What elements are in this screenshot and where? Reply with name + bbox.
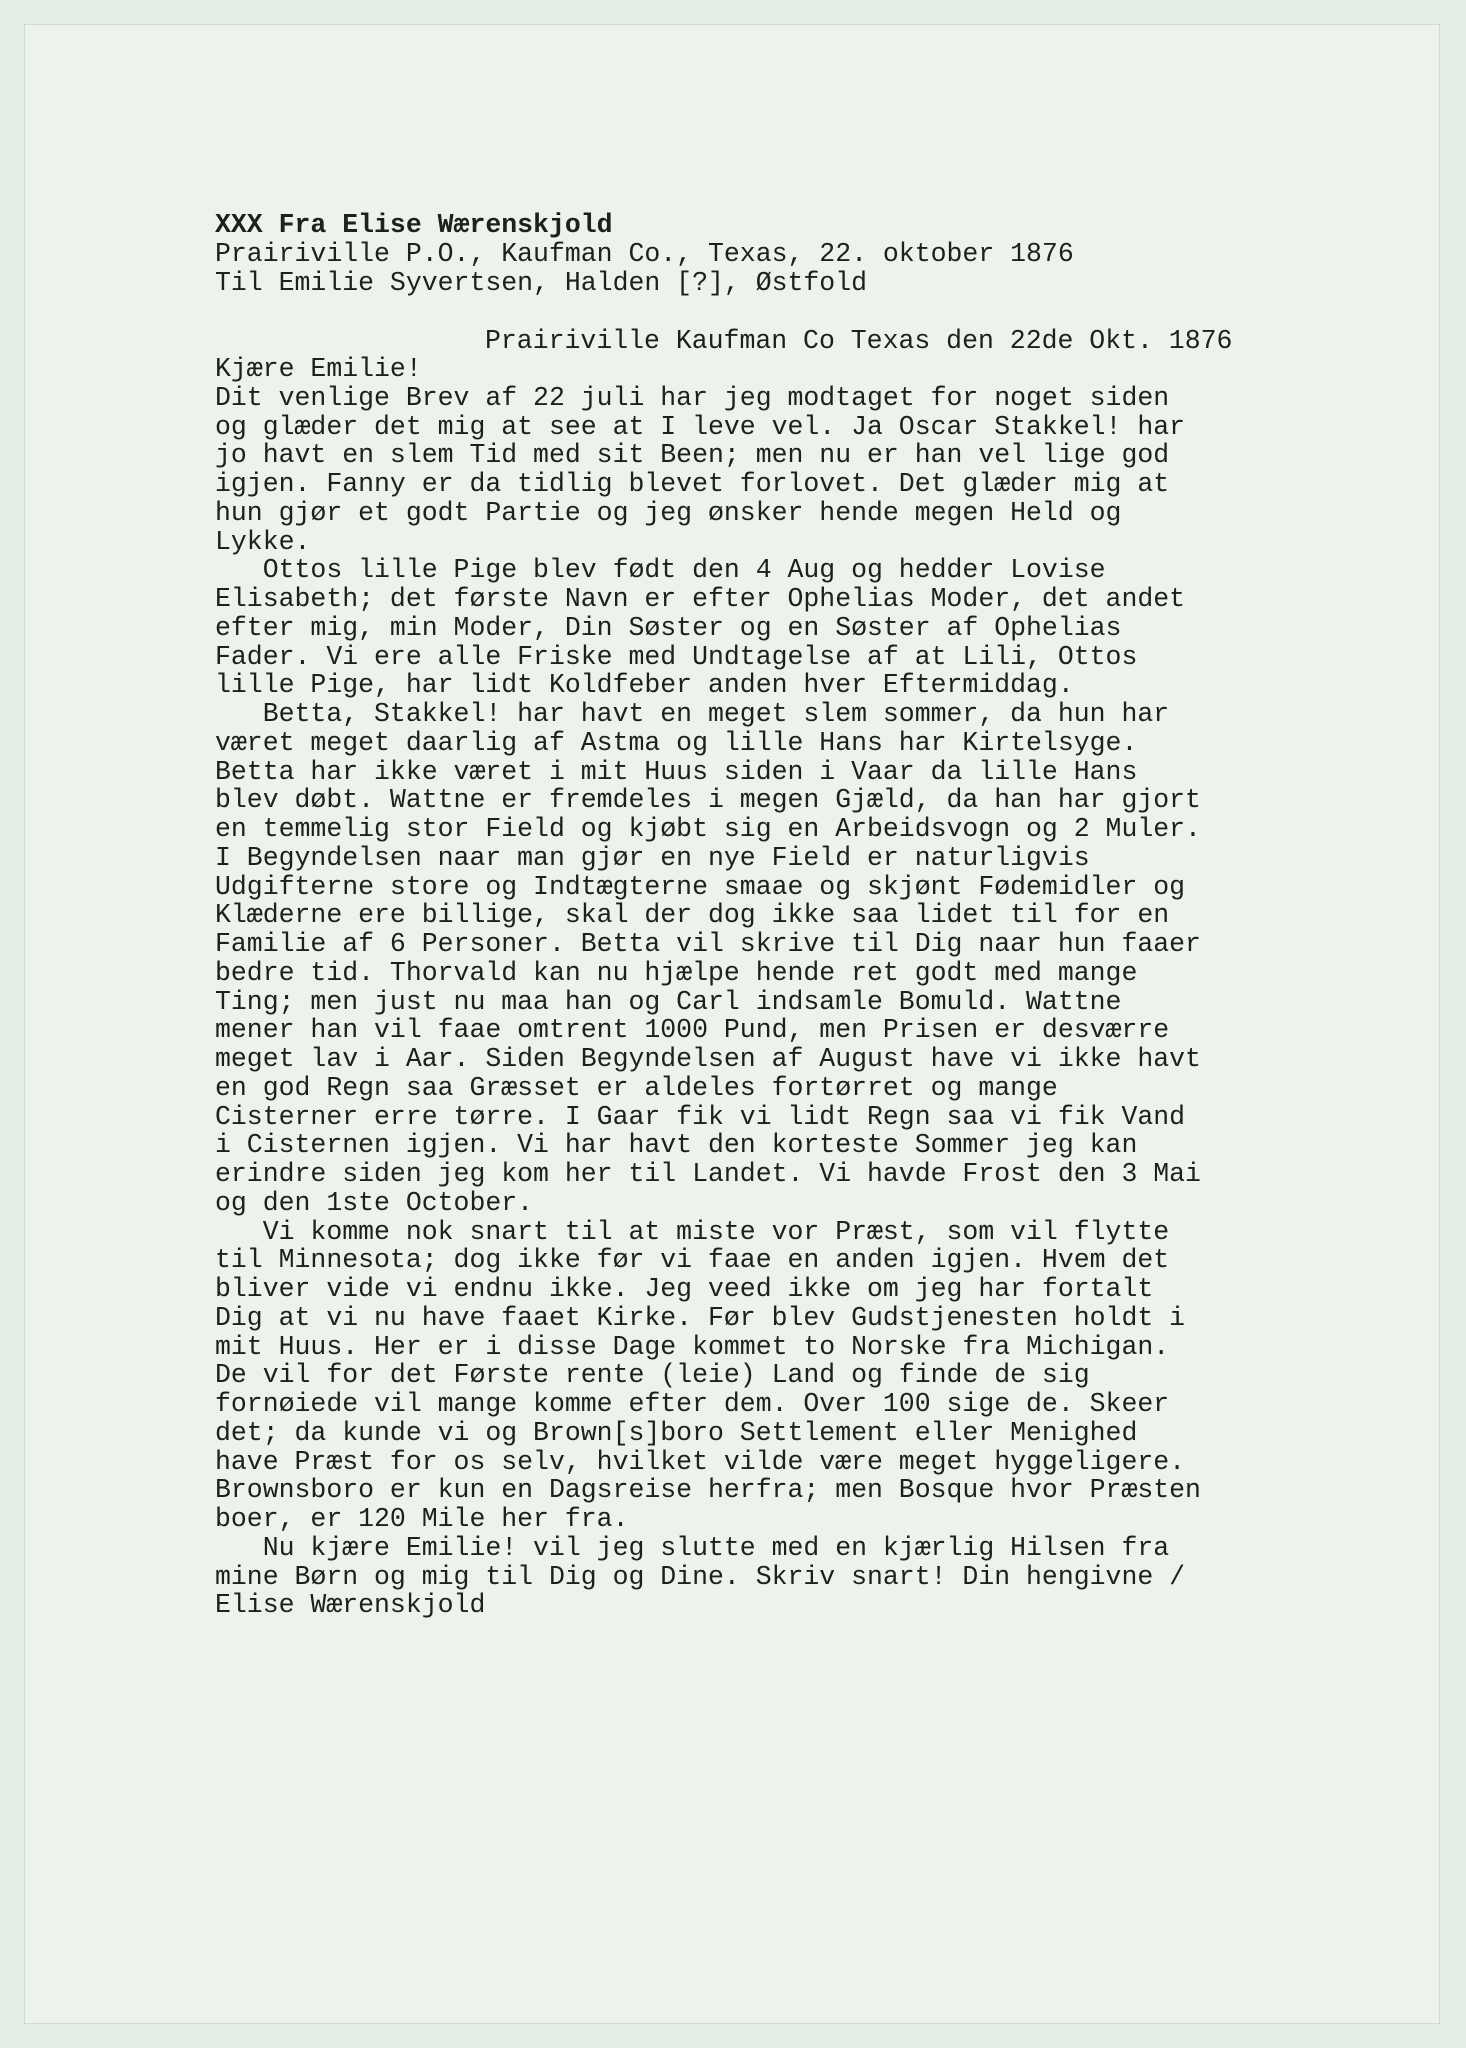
letter-line: Familie af 6 Personer. Betta vil skrive til Dig naar hun faaer [215, 929, 1201, 959]
letter-line: været meget daarlig af Astma og lille Hans har Kirtelsyge. [215, 727, 1138, 758]
letter-line: en temmelig stor Field og kjøbt sig en Arbeidsvogn og 2 Muler. [215, 814, 1201, 844]
letter-line: i Cisternen igjen. Vi har havt den korteste Sommer jeg kan [215, 1130, 1138, 1161]
letter-line: igjen. Fanny er da tidlig blevet forlovet. Det glæder mig at [215, 469, 1170, 499]
letter-line: have Præst for os selv, hvilket vilde være meget hyggeligere. [215, 1446, 1186, 1477]
document-header [215, 211, 1315, 297]
letter-line: boer, er 120 Mile her fra. [215, 1504, 629, 1534]
letter-line: Elisabeth; det første Navn er efter Ophelias Moder, det andet [215, 584, 1186, 614]
letter-line: Cisterner erre tørre. I Gaar fik vi lidt Regn saa vi fik Vand [215, 1101, 1186, 1132]
letter-line: Elise Wærenskjold [215, 1590, 486, 1621]
letter-line: efter mig, min Moder, Din Søster og en Søster af Ophelias [215, 612, 1122, 643]
letter-line: blev døbt. Wattne er fremdeles i megen Gjæld, da han har gjort [215, 785, 1201, 816]
letter-line: Brownsboro er kun en Dagsreise herfra; men Bosque hvor Præsten [215, 1475, 1201, 1506]
letter-line: fornøiede vil mange komme efter dem. Over 100 sige de. Skeer [215, 1389, 1170, 1419]
letter-line: bliver vide vi endnu ikke. Jeg veed ikke om jeg har fortalt [215, 1274, 1154, 1304]
letter-line: Lykke. [215, 526, 311, 557]
letter-line: det; da kunde vi og Brown[s]boro Settlement eller Menighed [215, 1417, 1138, 1448]
letter-line: Fader. Vi ere alle Friske med Undtagelse af at Lili, Ottos [215, 641, 1138, 672]
letter-line: Betta har ikke været i mit Huus siden i Vaar da lille Hans [215, 756, 1138, 787]
place-date-line: Prairiville P.O., Kaufman Co., Texas, 22. oktober 1876 [215, 238, 1074, 269]
letter-body [215, 355, 1315, 1620]
letter-line: mit Huus. Her er i disse Dage kommet to Norske fra Michigan. [215, 1331, 1170, 1362]
letter-line: erindre siden jeg kom her til Landet. Vi havde Frost den 3 Mai [215, 1159, 1201, 1189]
recipient-line: Til Emilie Syvertsen, Halden [?], Østfold [215, 267, 868, 298]
letter-line: Nu kjære Emilie! vil jeg slutte med en kjærlig Hilsen fra [215, 1532, 1170, 1563]
letter-line: mener han vil faae omtrent 1000 Pund, men Prisen er desværre [215, 1015, 1170, 1046]
letter-line: til Minnesota; dog ikke før vi faae en anden igjen. Hvem det [215, 1245, 1170, 1276]
letter-line: Ting; men just nu maa han og Carl indsamle Bomuld. Wattne [215, 986, 1122, 1017]
letter-line: De vil for det Første rente (leie) Land og finde de sig [215, 1360, 1090, 1391]
letter-line: Betta, Stakkel! har havt en meget slem sommer, da hun har [215, 699, 1170, 729]
letter-line: og glæder det mig at see at I leve vel. Ja Oscar Stakkel! har [215, 411, 1186, 442]
letter-line: mine Børn og mig til Dig og Dine. Skriv snart! Din hengivne / [215, 1561, 1186, 1592]
letter-line: meget lav i Aar. Siden Begyndelsen af August have vi ikke havt [215, 1044, 1201, 1074]
letter-line: lille Pige, har lidt Koldfeber anden hver Eftermiddag. [215, 670, 1074, 701]
letter-line: Dit venlige Brev af 22 juli har jeg modtaget for noget siden [215, 382, 1170, 413]
letter-line: jo havt en slem Tid med sit Been; men nu er han vel lige god [215, 440, 1170, 471]
letter-line: I Begyndelsen naar man gjør en nye Field er naturligvis [215, 842, 1090, 873]
letter-line: og den 1ste October. [215, 1187, 534, 1218]
letter-line: Ottos lille Pige blev født den 4 Aug og hedder Lovise [215, 555, 1106, 586]
letter-line: Udgifterne store og Indtægterne smaae og skjønt Fødemidler og [215, 871, 1186, 902]
letter-dateline: Prairiville Kaufman Co Texas den 22de Okt. 1876 [485, 326, 1233, 356]
letter-line: Kjære Emilie! [215, 354, 422, 384]
letter-line: bedre tid. Thorvald kan nu hjælpe hende ret godt med mange [215, 957, 1138, 988]
letter-line: en god Regn saa Græsset er aldeles fortørret og mange [215, 1072, 1058, 1103]
letter-line: Vi komme nok snart til at miste vor Præst, som vil flytte [215, 1216, 1170, 1247]
letter-line: Klæderne ere billige, skal der dog ikke saa lidet til for en [215, 900, 1170, 931]
document-page [24, 24, 1440, 2024]
letter-line: hun gjør et godt Partie og jeg ønsker hende megen Held og [215, 497, 1122, 528]
document-title: XXX Fra Elise Wærenskjold [215, 210, 613, 240]
letter-line: Dig at vi nu have faaet Kirke. Før blev Gudstjenesten holdt i [215, 1302, 1186, 1333]
